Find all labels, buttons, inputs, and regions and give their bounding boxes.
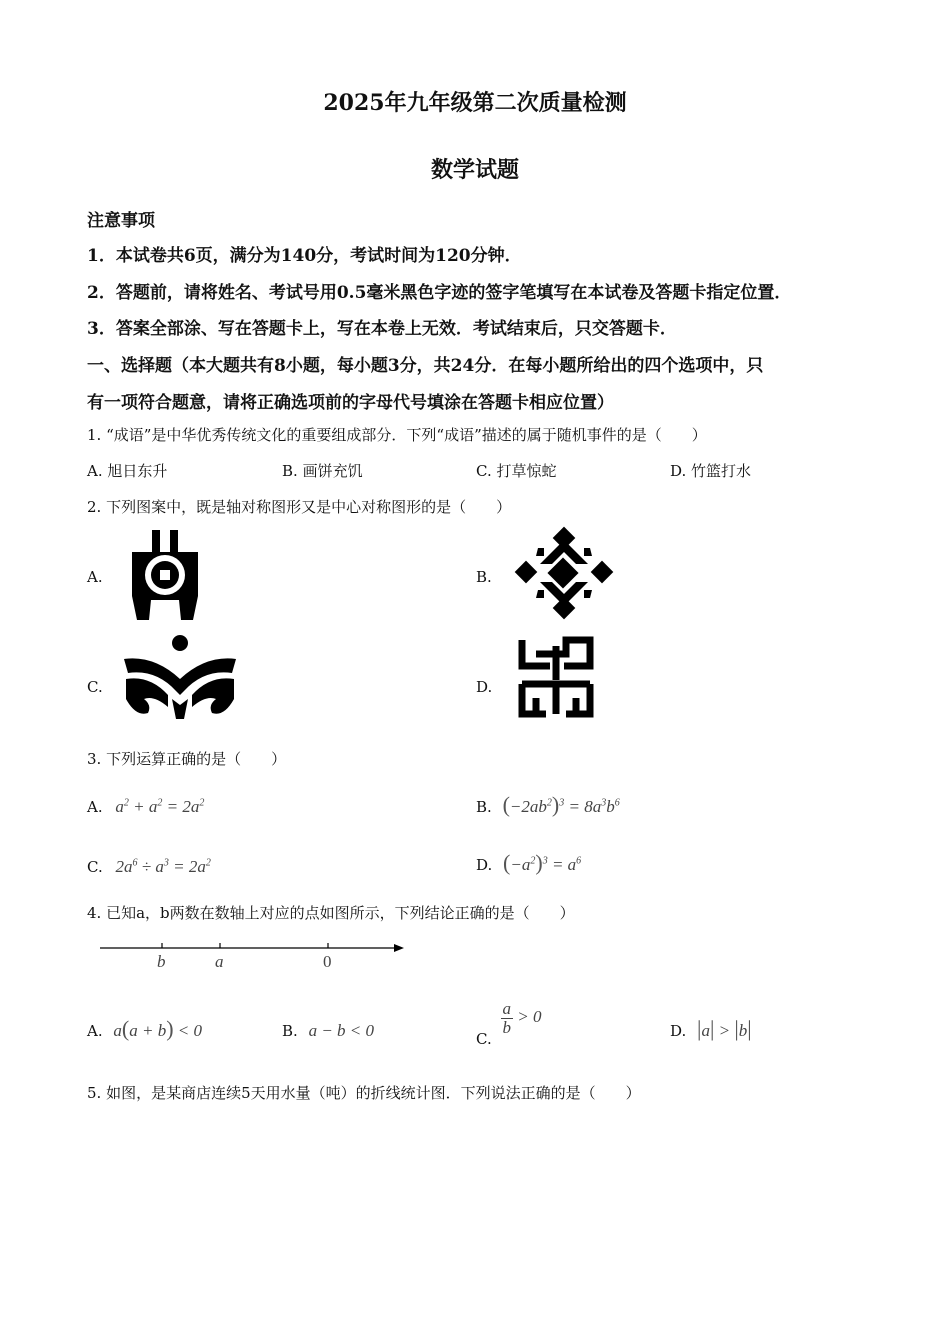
q4-option-b <box>282 1021 374 1041</box>
option-label: C. <box>476 462 492 480</box>
q1-option-a <box>87 460 167 481</box>
notice-heading: 注意事项 <box>87 211 155 231</box>
math-render: |a| > |b| <box>697 1016 752 1041</box>
q2-option-d-label: D. <box>476 678 493 696</box>
q2-figure-a-icon <box>124 530 206 620</box>
question-1-stem: 1. “成语”是中华优秀传统文化的重要组成部分．下列“成语”描述的属于随机事件的是（ ） <box>87 426 707 444</box>
q2-option-a-label: A. <box>87 568 103 586</box>
option-label: B. <box>476 798 492 816</box>
option-label: B. <box>282 462 298 480</box>
number-line <box>98 938 408 978</box>
notice-item: 1．本试卷共6页，满分为140分，考试时间为120分钟． <box>87 246 522 266</box>
option-label: C. <box>476 1030 492 1049</box>
option-label: D. <box>670 462 687 480</box>
math-render: a − b < 0 <box>308 1021 375 1040</box>
q1-option-d <box>670 460 751 481</box>
q2-option-c-label: C. <box>87 678 103 696</box>
q3-option-d <box>476 850 581 876</box>
option-label: A. <box>87 798 103 816</box>
number-line-label-b: b <box>157 952 166 971</box>
q1-option-c <box>476 460 557 481</box>
section-heading: 一、选择题（本大题共有8小题，每小题3分，共24分．在每小题所给出的四个选项中，只 <box>87 356 764 376</box>
question-5-stem: 5. 如图，是某商店连续5天用水量（吨）的折线统计图．下列说法正确的是（ ） <box>87 1084 641 1102</box>
question-3-stem: 3. 下列运算正确的是（ ） <box>87 750 287 768</box>
q4-option-c <box>476 999 542 1049</box>
math-render: $(-a^2)^3 = a^6$ <box>503 850 582 875</box>
q4-option-a <box>87 1016 202 1042</box>
q2-option-b-label: B. <box>476 568 492 586</box>
q3-option-c <box>87 857 211 877</box>
notice-item: 2．答题前，请将姓名、考试号用0.5毫米黑色字迹的签字笔填写在本试卷及答题卡指定位置． <box>87 283 792 303</box>
page-subtitle: 数学试题 <box>430 157 519 183</box>
math-render: a(a + b) < 0 <box>113 1016 203 1041</box>
question-4-stem: 4. 已知a，b两数在数轴上对应的点如图所示，下列结论正确的是（ ） <box>87 904 575 922</box>
question-2-stem: 2. 下列图案中，既是轴对称图形又是中心对称图形的是（ ） <box>87 498 512 516</box>
option-label: A. <box>87 462 103 480</box>
section-heading: 有一项符合题意，请将正确选项前的字母代号填涂在答题卡相应位置） <box>87 393 614 413</box>
option-label: C. <box>87 858 103 876</box>
math-render: $\frac{a}{b}$ > 0 <box>502 999 542 1037</box>
q2-figure-c-icon <box>124 633 236 719</box>
q2-figure-b-icon <box>514 526 614 620</box>
number-line-label-a: a <box>215 952 224 971</box>
option-text: 旭日东升 <box>107 462 168 480</box>
option-text: 竹篮打水 <box>691 462 752 480</box>
option-label: B. <box>282 1022 298 1040</box>
math-render: $a^2 + a^2 = 2a^2$ <box>115 797 205 816</box>
q2-figure-d-icon <box>516 636 596 718</box>
option-label: A. <box>87 1022 103 1040</box>
q3-option-b <box>476 792 620 818</box>
q1-option-b <box>282 460 363 481</box>
option-label: D. <box>670 1022 687 1040</box>
option-label: D. <box>476 856 493 874</box>
notice-item: 3．答案全部涂、写在答题卡上，写在本卷上无效．考试结束后，只交答题卡． <box>87 319 677 339</box>
option-text: 画饼充饥 <box>302 462 363 480</box>
option-text: 打草惊蛇 <box>496 462 557 480</box>
math-render: $(-2ab^2)^3 = 8a^3b^6$ <box>502 792 620 817</box>
q4-option-d <box>670 1016 752 1042</box>
number-line-label-0: 0 <box>323 952 332 971</box>
q3-option-a <box>87 797 204 817</box>
page-title: 2025年九年级第二次质量检测 <box>323 90 627 116</box>
math-render: $2a^6 \div a^3 = 2a^2$ <box>115 857 211 876</box>
